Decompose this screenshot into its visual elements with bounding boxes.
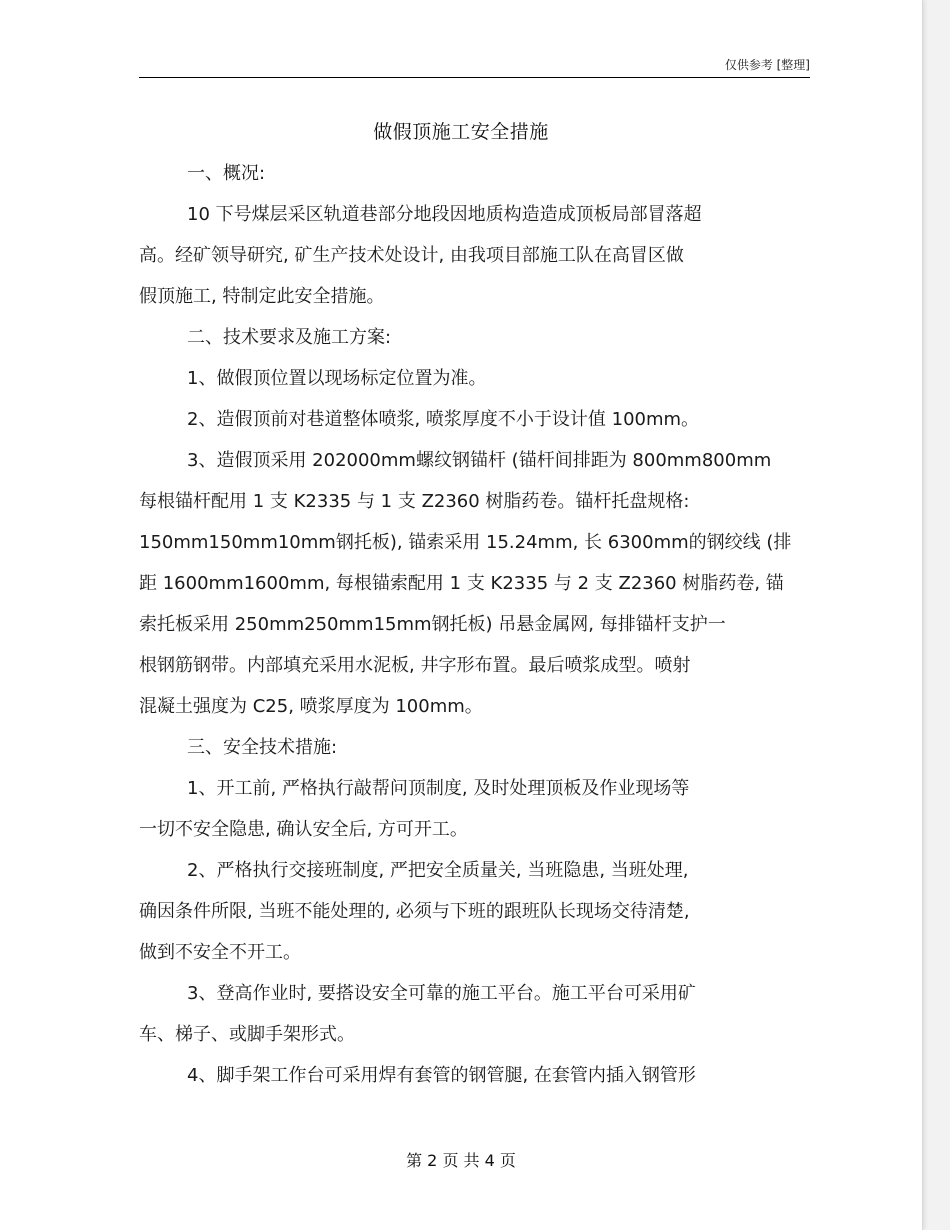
- body-line: 做到不安全不开工。: [139, 942, 301, 963]
- header-rule: [139, 77, 810, 78]
- body-line: 2、造假顶前对巷道整体喷浆, 喷浆厚度不小于设计值 100mm。: [187, 409, 700, 430]
- body-line: 索托板采用 250mm250mm15mm钢托板) 吊悬金属网, 每排锚杆支护一: [139, 614, 726, 635]
- body-line: 4、脚手架工作台可采用焊有套管的钢管腿, 在套管内插入钢管形: [187, 1065, 696, 1086]
- body-line: 2、严格执行交接班制度, 严把安全质量关, 当班隐患, 当班处理,: [187, 860, 689, 881]
- body-line: 三、安全技术措施:: [187, 737, 338, 758]
- body-line: 假顶施工, 特制定此安全措施。: [139, 286, 385, 307]
- body-line: 根钢筋钢带。内部填充采用水泥板, 井字形布置。最后喷浆成型。喷射: [139, 655, 691, 676]
- body-line: 3、造假顶采用 202000mm螺纹钢锚杆 (锚杆间排距为 800mm800mm: [187, 450, 772, 471]
- body-line: 混凝土强度为 C25, 喷浆厚度为 100mm。: [139, 696, 483, 717]
- body-line: 高。经矿领导研究, 矿生产技术处设计, 由我项目部施工队在高冒区做: [139, 245, 684, 266]
- body-line: 10 下号煤层采区轨道巷部分地段因地质构造造成顶板局部冒落超: [187, 204, 702, 225]
- body-line: 每根锚杆配用 1 支 K2335 与 1 支 Z2360 树脂药卷。锚杆托盘规格:: [139, 491, 690, 512]
- body-line: 距 1600mm1600mm, 每根锚索配用 1 支 K2335 与 2 支 Z2360 树脂药卷, 锚: [139, 573, 784, 594]
- body-line: 3、登高作业时, 要搭设安全可靠的施工平台。施工平台可采用矿: [187, 983, 696, 1004]
- body-line: 二、技术要求及施工方案:: [187, 327, 392, 348]
- document-body: [139, 158, 839, 1101]
- body-line: 150mm150mm10mm钢托板), 锚索采用 15.24mm, 长 6300mm的钢绞线 (排: [139, 532, 792, 553]
- body-line: 车、梯子、或脚手架形式。: [139, 1024, 355, 1045]
- body-line: 一、概况:: [187, 163, 266, 184]
- body-line: 1、开工前, 严格执行敲帮问顶制度, 及时处理顶板及作业现场等: [187, 778, 690, 799]
- body-line: 确因条件所限, 当班不能处理的, 必须与下班的跟班队长现场交待清楚,: [139, 901, 690, 922]
- page-footer: 第 2 页 共 4 页: [406, 1151, 516, 1170]
- document-title: 做假顶施工安全措施: [373, 121, 549, 143]
- body-line: 一切不安全隐患, 确认安全后, 方可开工。: [139, 819, 468, 840]
- header-note: 仅供参考 [整理]: [724, 58, 810, 72]
- body-line: 1、做假顶位置以现场标定位置为准。: [187, 368, 487, 389]
